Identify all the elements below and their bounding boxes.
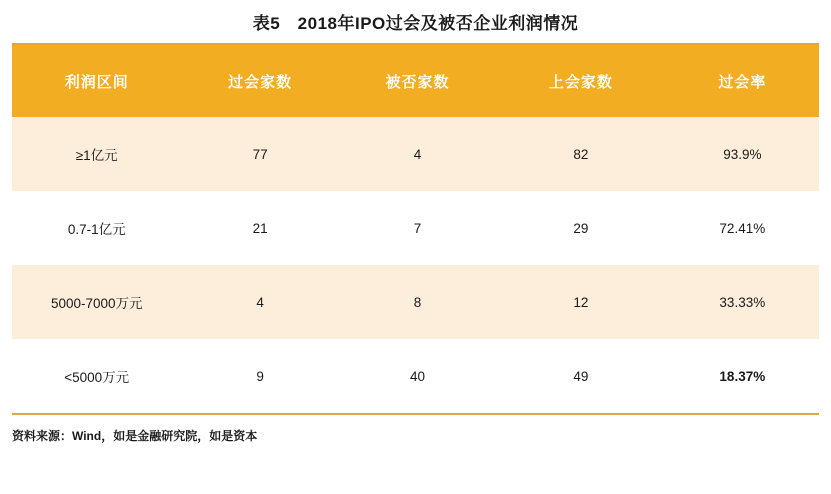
- cell-rejected-count: 8: [339, 265, 496, 339]
- table-row: [12, 339, 819, 413]
- table-row: [12, 117, 819, 191]
- column-header-reviewed-count: 上会家数: [496, 45, 665, 117]
- column-header-profit-range: 利润区间: [12, 45, 181, 117]
- cell-profit-range: 0.7-1亿元: [12, 191, 181, 265]
- column-header-pass-rate: 过会率: [666, 45, 819, 117]
- table-row: [12, 265, 819, 339]
- profit-range-table: [12, 45, 819, 413]
- cell-rejected-count: 7: [339, 191, 496, 265]
- cell-rejected-count: 40: [339, 339, 496, 413]
- cell-pass-rate: 33.33%: [666, 265, 819, 339]
- cell-rejected-count: 4: [339, 117, 496, 191]
- cell-pass-rate: 93.9%: [666, 117, 819, 191]
- source-note: 资料来源：Wind，如是金融研究院，如是资本: [12, 429, 258, 443]
- cell-reviewed-count: 12: [496, 265, 665, 339]
- cell-passed-count: 9: [181, 339, 338, 413]
- cell-pass-rate: 72.41%: [666, 191, 819, 265]
- table-header: [12, 45, 819, 117]
- cell-profit-range: <5000万元: [12, 339, 181, 413]
- table-container: [12, 43, 819, 415]
- cell-reviewed-count: 82: [496, 117, 665, 191]
- cell-profit-range: ≥1亿元: [12, 117, 181, 191]
- cell-passed-count: 21: [181, 191, 338, 265]
- cell-passed-count: 4: [181, 265, 338, 339]
- table-header-row: [12, 45, 819, 117]
- cell-passed-count: 77: [181, 117, 338, 191]
- table-body: [12, 117, 819, 413]
- table-row: [12, 191, 819, 265]
- cell-reviewed-count: 49: [496, 339, 665, 413]
- column-header-passed-count: 过会家数: [181, 45, 338, 117]
- column-header-rejected-count: 被否家数: [339, 45, 496, 117]
- cell-reviewed-count: 29: [496, 191, 665, 265]
- cell-profit-range: 5000-7000万元: [12, 265, 181, 339]
- page-title: 表5 2018年IPO过会及被否企业利润情况: [252, 14, 579, 33]
- cell-pass-rate: 18.37%: [666, 339, 819, 413]
